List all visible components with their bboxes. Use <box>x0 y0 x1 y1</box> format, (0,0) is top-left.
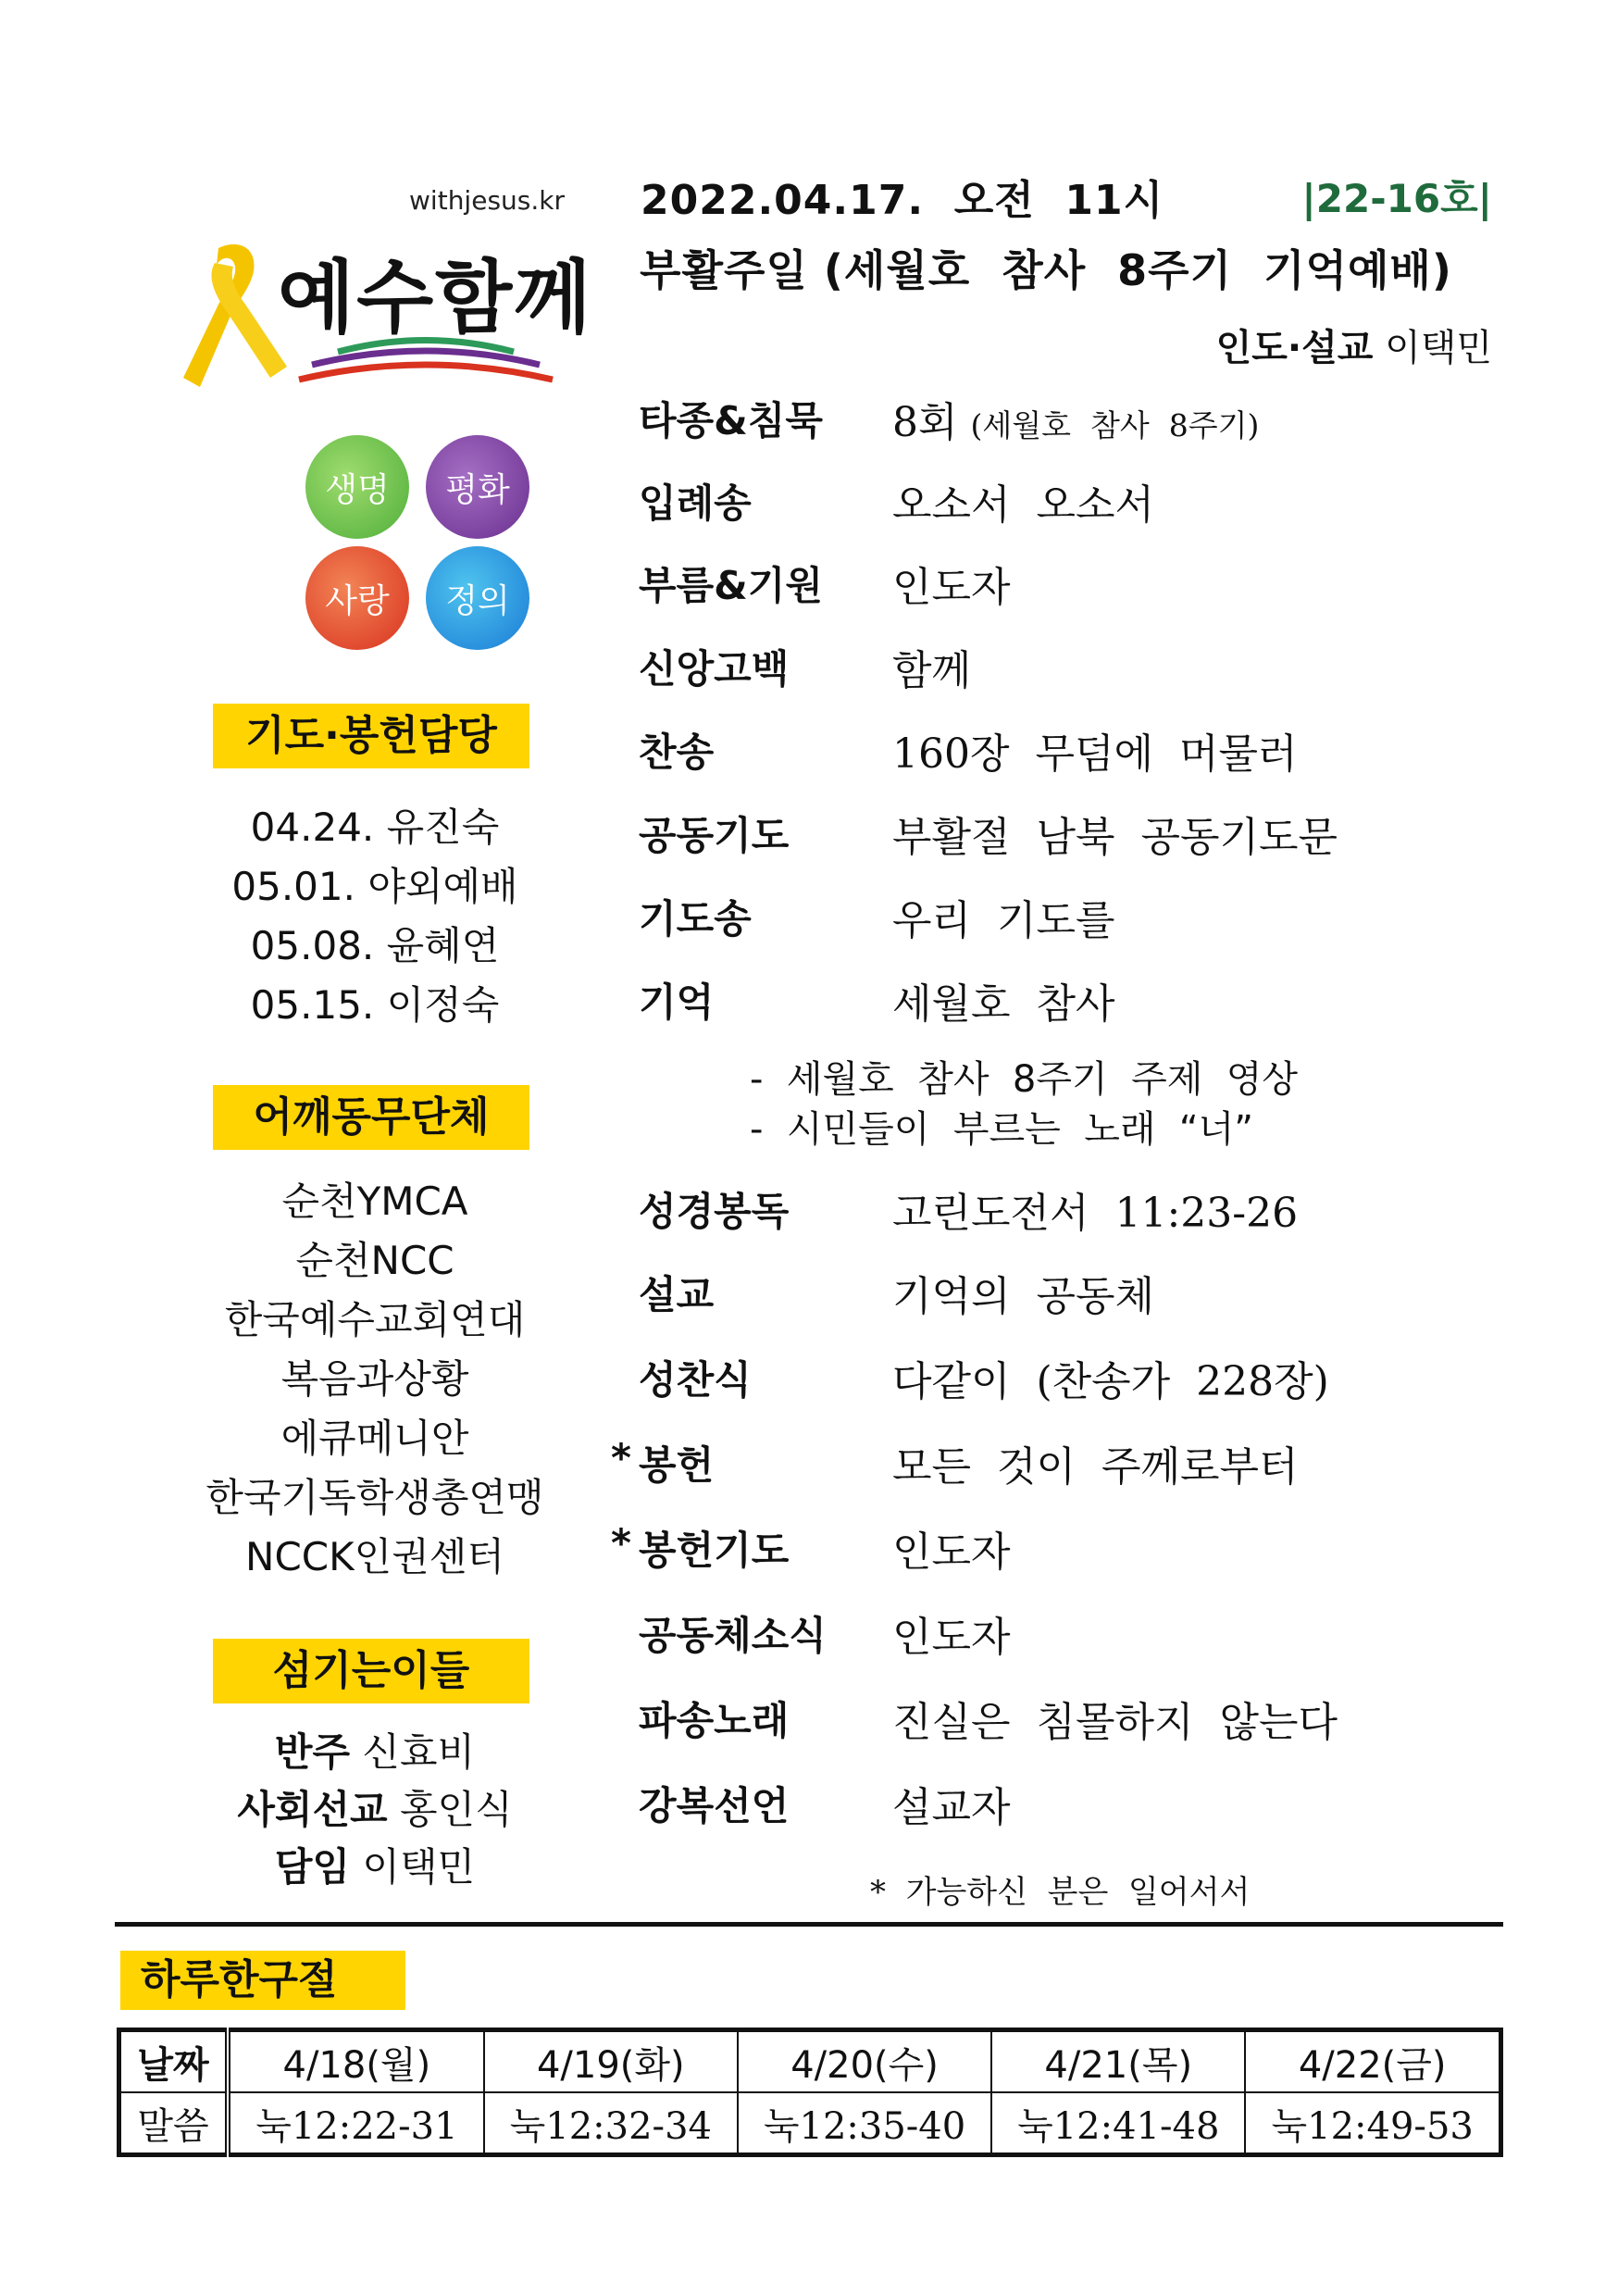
table-head: 말씀 <box>119 2092 229 2155</box>
order-label-text: 봉헌기도 <box>639 1528 790 1573</box>
prayer-duty-list <box>180 798 569 1035</box>
partners-list <box>180 1172 569 1587</box>
server-role: 반주 <box>274 1729 351 1775</box>
list-item: 한국기독학생총연맹 <box>205 1475 544 1520</box>
table-cell-date: 4/19(화) <box>484 2030 738 2093</box>
memory-item: - 시민들이 부르는 노래 “너” <box>750 1108 1253 1151</box>
table-cell-verse: 눅12:49-53 <box>1245 2092 1500 2155</box>
order-value: 모든 것이 주께로부터 <box>892 1443 1299 1491</box>
value-circle-life: 생명 <box>305 435 409 539</box>
leader-label: 인도·설교 <box>1215 327 1374 369</box>
service-title: 부활주일 (세월호 참사 8주기 기억예배) <box>640 245 1452 295</box>
list-item: NCCK인권센터 <box>245 1534 504 1579</box>
section-divider <box>115 1922 1503 1927</box>
order-value: 설교자 <box>892 1784 1011 1831</box>
list-item <box>180 1839 569 1896</box>
table-row <box>119 2092 1501 2155</box>
table-cell-verse: 눅12:35-40 <box>738 2092 991 2155</box>
order-value: 인도자 <box>892 1614 1011 1661</box>
issue-number: |22-16호| <box>1301 176 1492 221</box>
site-url: withjesus.kr <box>409 185 565 216</box>
order-label-text: 봉헌 <box>639 1442 715 1488</box>
list-item: 04.24. 유진숙 <box>250 805 500 850</box>
list-item: 복음과상황 <box>280 1356 469 1402</box>
order-value <box>892 389 1522 448</box>
order-value: 우리 기도를 <box>892 897 1115 944</box>
order-label: 기억 <box>639 980 715 1025</box>
order-value-text: 8회 <box>892 399 958 446</box>
standing-mark: * <box>611 1435 631 1480</box>
list-item: 05.01. 야외예배 <box>231 864 518 909</box>
table-cell-date: 4/22(금) <box>1245 2030 1500 2093</box>
memory-item: - 세월호 참사 8주기 주제 영상 <box>750 1058 1299 1101</box>
order-value: 부활절 남북 공동기도문 <box>892 814 1338 861</box>
order-label <box>611 1520 889 1576</box>
table-cell-date: 4/21(목) <box>991 2030 1245 2093</box>
value-circle-love: 사랑 <box>305 546 409 650</box>
order-value: 세월호 참사 <box>892 980 1115 1028</box>
list-item: 05.08. 윤혜연 <box>250 923 500 968</box>
order-value: 기억의 공동체 <box>892 1273 1154 1320</box>
daily-verse-table <box>117 2028 1503 2157</box>
order-label <box>611 1435 889 1491</box>
logo-arcs <box>292 324 560 398</box>
table-row <box>119 2030 1501 2093</box>
order-value: 함께 <box>892 647 972 694</box>
order-label: 입례송 <box>639 480 752 526</box>
order-value: 160장 무덤에 머물러 <box>892 730 1298 778</box>
list-item <box>180 1724 569 1781</box>
value-circle-peace: 평화 <box>426 435 529 539</box>
order-value: 고린도전서 11:23-26 <box>892 1190 1299 1237</box>
leader-name: 이택민 <box>1385 327 1492 369</box>
server-name: 이택민 <box>362 1844 476 1890</box>
list-item: 순천NCC <box>295 1238 454 1283</box>
order-label: 부름&기원 <box>639 563 823 608</box>
value-circle-justice: 정의 <box>426 546 529 650</box>
order-value: 인도자 <box>892 564 1011 611</box>
table-cell-verse: 눅12:32-34 <box>484 2092 738 2155</box>
order-note: (세월호 참사 8주기) <box>970 407 1260 443</box>
prayer-duty-title: 기도·봉헌담당 <box>213 704 529 768</box>
daily-verse-title: 하루한구절 <box>120 1951 405 2010</box>
servers-title: 섬기는이들 <box>213 1639 529 1703</box>
order-label: 강복선언 <box>639 1783 790 1828</box>
server-name: 신효비 <box>362 1729 476 1775</box>
table-cell-verse: 눅12:22-31 <box>228 2092 484 2155</box>
order-label: 파송노래 <box>639 1698 790 1743</box>
partners-title: 어깨동무단체 <box>213 1085 529 1150</box>
table-cell-date: 4/20(수) <box>738 2030 991 2093</box>
order-label: 타종&침묵 <box>639 398 823 443</box>
order-value: 오소서 오소서 <box>892 481 1154 529</box>
order-label: 찬송 <box>639 730 715 775</box>
table-head: 날짜 <box>119 2030 229 2093</box>
order-label: 공동체소식 <box>639 1613 827 1658</box>
standing-note: * 가능하신 분은 일어서서 <box>870 1874 1251 1911</box>
order-label: 공동기도 <box>639 813 790 858</box>
table-cell-verse: 눅12:41-48 <box>991 2092 1245 2155</box>
list-item <box>180 1781 569 1839</box>
list-item: 에큐메니안 <box>280 1416 469 1461</box>
order-label: 설교 <box>639 1272 715 1317</box>
list-item: 05.15. 이정숙 <box>250 982 500 1028</box>
server-role: 사회선교 <box>237 1787 388 1832</box>
list-item: 순천YMCA <box>281 1179 468 1224</box>
server-name: 홍인식 <box>399 1787 513 1832</box>
order-label: 기도송 <box>639 896 752 942</box>
servers-list <box>180 1724 569 1896</box>
order-label: 성찬식 <box>639 1357 752 1403</box>
yellow-ribbon-icon <box>181 239 291 396</box>
list-item: 한국예수교회연대 <box>224 1297 526 1342</box>
order-value: 인도자 <box>892 1529 1011 1576</box>
standing-mark: * <box>611 1520 631 1566</box>
order-value: 다같이 (찬송가 228장) <box>892 1358 1329 1405</box>
leader-line <box>1111 318 1492 371</box>
server-role: 담임 <box>274 1844 351 1890</box>
order-value: 진실은 침몰하지 않는다 <box>892 1699 1338 1746</box>
order-label: 신앙고백 <box>639 646 790 692</box>
service-date: 2022.04.17. 오전 11시 <box>641 177 1164 224</box>
order-label: 성경봉독 <box>639 1189 790 1234</box>
logo-title: 예수함께 <box>278 252 593 344</box>
table-cell-date: 4/18(월) <box>228 2030 484 2093</box>
